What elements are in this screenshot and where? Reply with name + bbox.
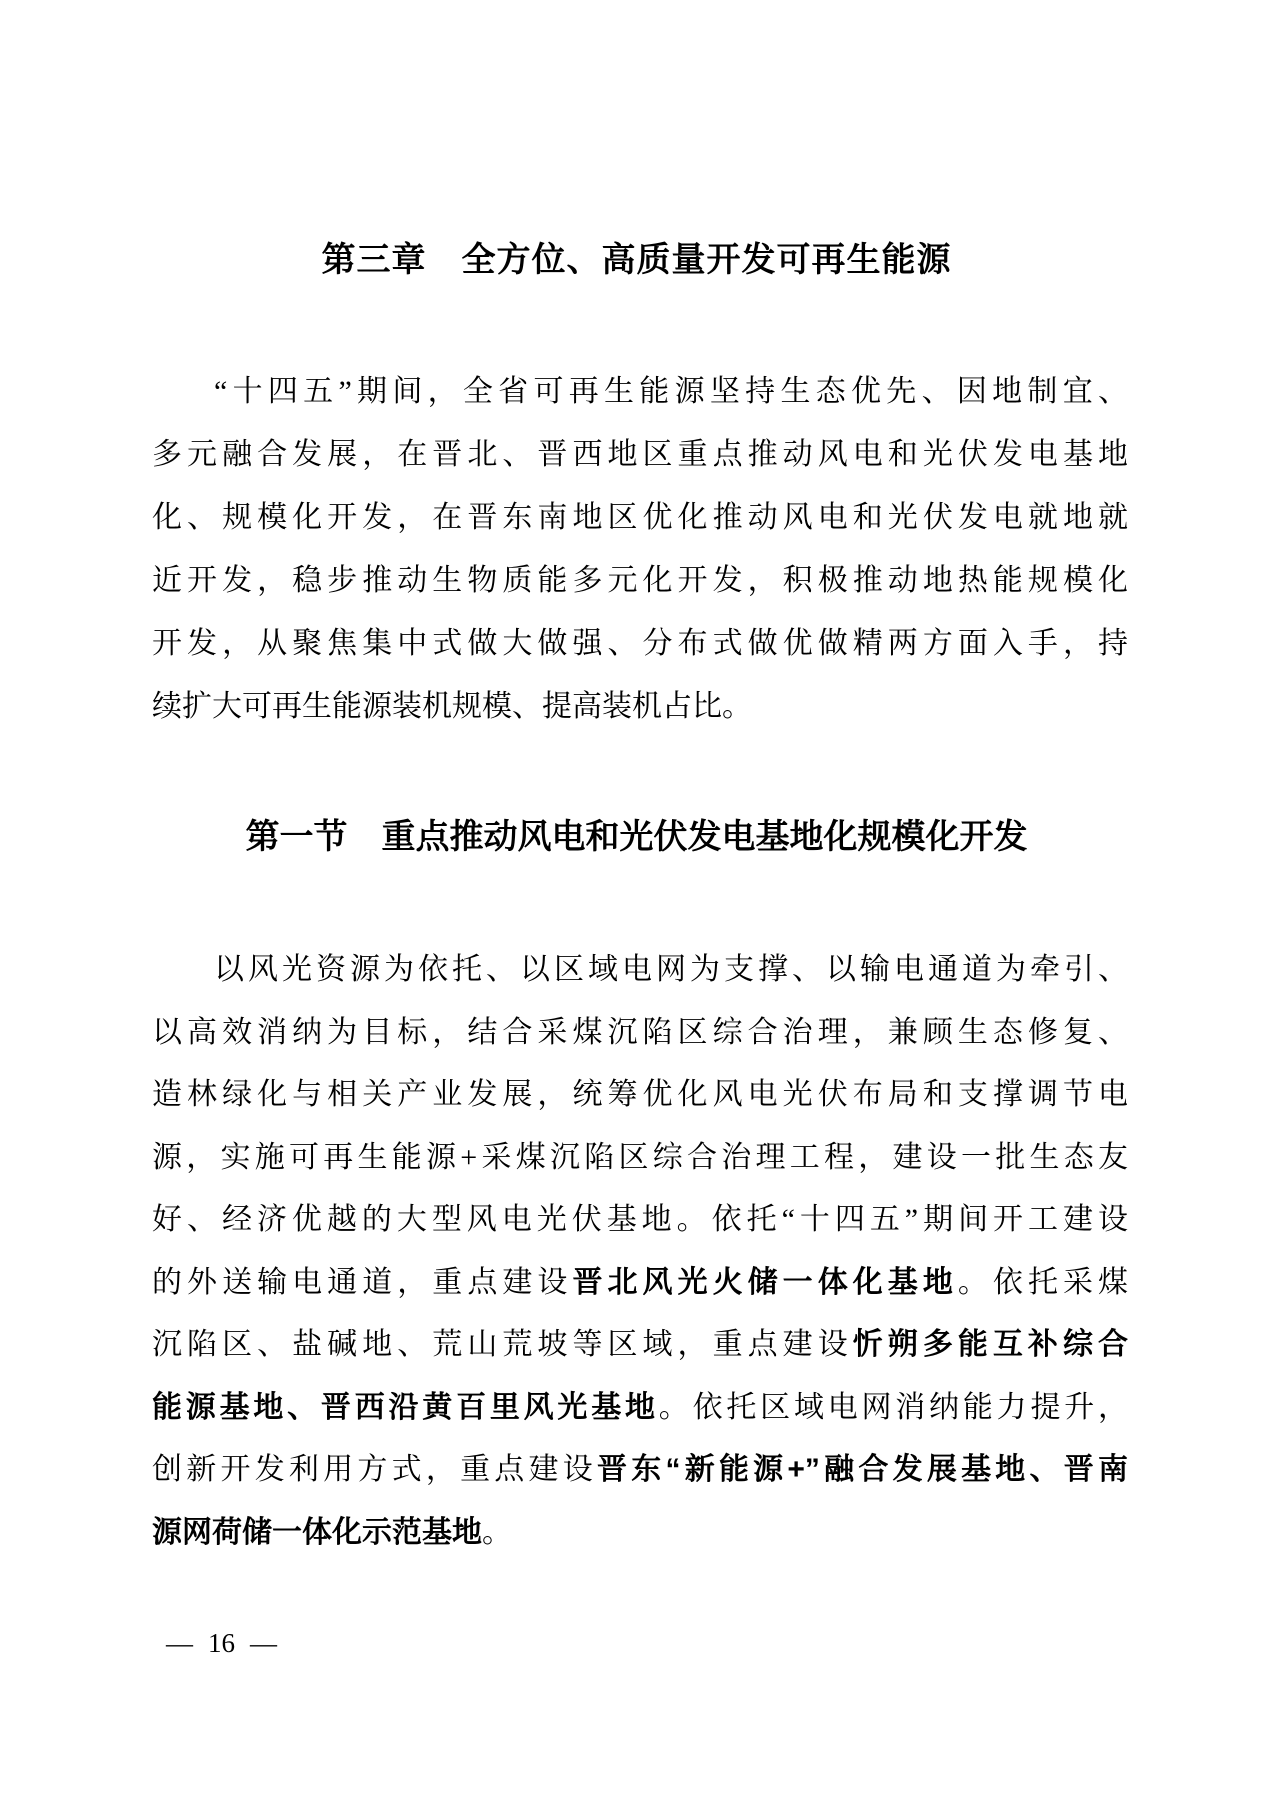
bold-text-run: 源网荷储一体化示范基地 <box>152 1515 482 1549</box>
text-line <box>152 1189 1128 1252</box>
section-title: 第一节 重点推动风电和光伏发电基地化规模化开发 <box>245 819 1028 856</box>
paragraph <box>152 360 1128 738</box>
text-run: 。依托区域电网消纳能力提升， <box>658 1390 1129 1424</box>
text-run: 多元融合发展，在晋北、晋西地区重点推动风电和光伏发电基地 <box>152 438 1128 471</box>
bold-text-run: 忻朔多能互补综合 <box>852 1328 1129 1361</box>
text-run: 好、经济优越的大型风电光伏基地。依托“十四五”期间开工建设 <box>152 1203 1128 1236</box>
text-line <box>152 1002 1128 1065</box>
text-run: 。依托采煤 <box>957 1265 1129 1299</box>
footer-right-dash: — <box>250 1628 277 1658</box>
bold-text-run: 晋北风光火储一体化基地 <box>572 1265 958 1299</box>
text-run: 。 <box>482 1515 512 1549</box>
paragraph <box>152 939 1128 1564</box>
text-run: 近开发，稳步推动生物质能多元化开发，积极推动地热能规模化 <box>152 564 1128 597</box>
text-line <box>152 423 1128 486</box>
text-line <box>152 1502 1128 1565</box>
text-run: 源，实施可再生能源+采煤沉陷区综合治理工程，建设一批生态友 <box>152 1140 1128 1174</box>
text-line <box>152 939 1128 1002</box>
text-line <box>152 486 1128 549</box>
bold-text-run: 能源基地、晋西沿黄百里风光基地 <box>152 1390 659 1424</box>
bold-text-run: 晋东“新能源+”融合发展基地、晋南 <box>597 1453 1129 1486</box>
page-footer <box>166 1628 277 1659</box>
text-run: 化、规模化开发，在晋东南地区优化推动风电和光伏发电就地就 <box>152 501 1128 534</box>
text-line <box>152 675 1128 738</box>
text-line <box>152 612 1128 675</box>
text-run: 以高效消纳为目标，结合采煤沉陷区综合治理，兼顾生态修复、 <box>152 1015 1128 1049</box>
text-line <box>152 360 1128 423</box>
text-line <box>152 1377 1128 1440</box>
text-run: 以风光资源为依托、以区域电网为支撑、以输电通道为牵引、 <box>214 953 1128 986</box>
text-line <box>152 1127 1128 1190</box>
footer-left-dash: — <box>166 1628 193 1658</box>
text-run: “十四五”期间，全省可再生能源坚持生态优先、因地制宜、 <box>214 375 1128 408</box>
text-line <box>152 1439 1128 1502</box>
text-run: 开发，从聚焦集中式做大做强、分布式做优做精两方面入手，持 <box>152 627 1128 660</box>
page-number: 16 <box>208 1628 235 1658</box>
text-run: 创新开发利用方式，重点建设 <box>152 1453 598 1486</box>
text-run: 的外送输电通道，重点建设 <box>152 1265 573 1299</box>
text-line <box>152 549 1128 612</box>
text-run: 续扩大可再生能源装机规模、提高装机占比。 <box>152 690 752 723</box>
text-line <box>152 1314 1128 1377</box>
chapter-title: 第三章 全方位、高质量开发可再生能源 <box>321 241 952 279</box>
text-run: 造林绿化与相关产业发展，统筹优化风电光伏布局和支撑调节电 <box>152 1078 1128 1111</box>
text-line <box>152 1064 1128 1127</box>
text-line <box>152 1252 1128 1315</box>
text-run: 沉陷区、盐碱地、荒山荒坡等区域，重点建设 <box>152 1328 853 1361</box>
